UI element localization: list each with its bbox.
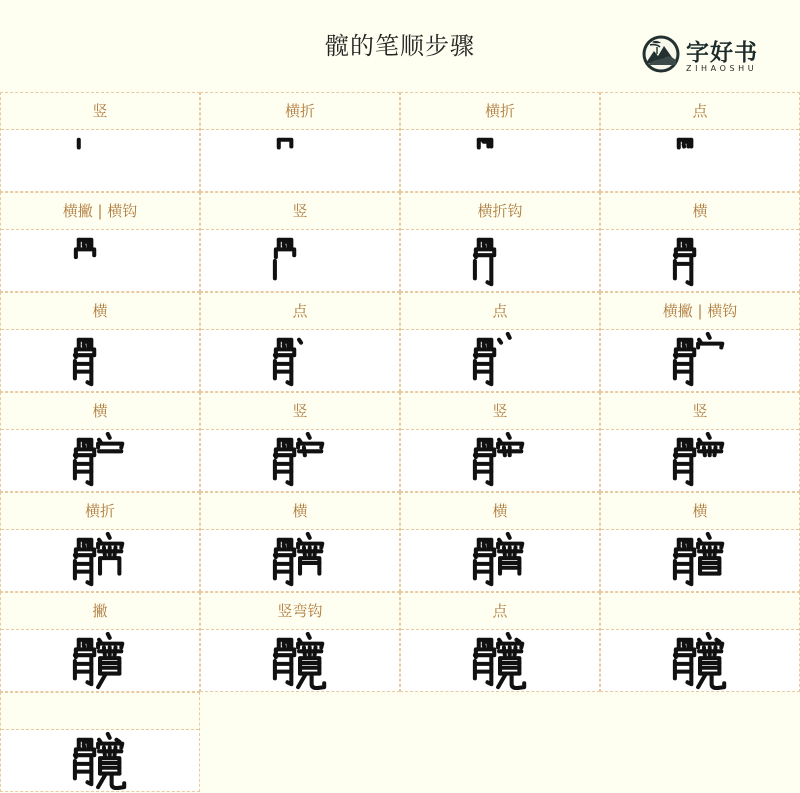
stroke-step-cell [200,92,400,192]
mountain-tree-seal-icon [641,34,681,74]
brand-logo [641,34,771,76]
stroke-order-glyph [271,632,331,690]
stroke-diagram [1,630,199,691]
stroke-diagram [401,230,599,291]
stroke-diagram [401,330,599,391]
stroke-step-cell [200,292,400,392]
stroke-name-label: 横撇 | 横钩 [1,193,199,230]
stroke-name-label: 点 [401,593,599,630]
stroke-name-label: 点 [201,293,399,330]
page-title: 髋的笔顺步骤 [325,32,475,60]
stroke-step-cell [400,592,600,692]
stroke-step-cell [600,492,800,592]
stroke-step-cell [400,92,600,192]
stroke-order-glyph [271,532,331,590]
stroke-step-cell [600,192,800,292]
stroke-step-cell [0,692,200,792]
stroke-diagram [1,330,199,391]
stroke-name-label [1,693,199,730]
stroke-diagram [601,330,799,391]
stroke-name-label: 竖弯钩 [201,593,399,630]
stroke-name-label: 横 [401,493,599,530]
stroke-name-label: 横折钩 [401,193,599,230]
brand-subtitle: ZIHAOSHU [686,64,758,73]
stroke-order-glyph [271,132,331,190]
stroke-order-glyph [471,232,531,290]
stroke-name-label: 竖 [201,393,399,430]
stroke-step-cell [400,292,600,392]
stroke-step-cell [200,592,400,692]
stroke-name-label [601,593,799,630]
stroke-diagram [601,130,799,191]
stroke-order-glyph [671,332,731,390]
stroke-name-label: 横折 [201,93,399,130]
stroke-order-glyph [71,732,131,790]
stroke-name-label: 横 [601,493,799,530]
stroke-diagram [201,630,399,691]
stroke-diagram [401,430,599,491]
stroke-step-cell [600,92,800,192]
stroke-name-label: 横 [201,493,399,530]
stroke-step-cell [400,392,600,492]
stroke-name-label: 竖 [601,393,799,430]
stroke-name-label: 横 [1,393,199,430]
stroke-diagram [601,530,799,591]
stroke-diagram [1,130,199,191]
stroke-diagram [201,130,399,191]
stroke-diagram [201,230,399,291]
stroke-name-label: 点 [401,293,599,330]
stroke-name-label: 点 [601,93,799,130]
stroke-diagram [1,530,199,591]
stroke-diagram [401,530,599,591]
stroke-step-cell [600,292,800,392]
stroke-diagram [601,430,799,491]
stroke-order-glyph [71,132,131,190]
stroke-step-cell [200,192,400,292]
stroke-step-cell [0,192,200,292]
stroke-diagram [601,230,799,291]
stroke-step-cell [0,392,200,492]
stroke-diagram [601,630,799,691]
stroke-step-cell [0,292,200,392]
stroke-name-label: 竖 [1,93,199,130]
stroke-name-label: 横 [601,193,799,230]
stroke-order-glyph [71,332,131,390]
page-header [0,0,800,92]
stroke-diagram [201,430,399,491]
stroke-order-glyph [471,132,531,190]
stroke-diagram [401,630,599,691]
stroke-step-cell [0,92,200,192]
stroke-diagram [1,230,199,291]
stroke-order-glyph [271,232,331,290]
stroke-order-glyph [671,532,731,590]
stroke-name-label: 横折 [401,93,599,130]
stroke-step-cell [400,192,600,292]
stroke-step-cell [600,392,800,492]
stroke-step-cell [0,592,200,692]
stroke-name-label: 竖 [401,393,599,430]
stroke-order-glyph [71,232,131,290]
stroke-name-label: 横折 [1,493,199,530]
stroke-name-label: 竖 [201,193,399,230]
brand-name: 字好书 [686,39,758,66]
stroke-name-label: 撇 [1,593,199,630]
stroke-name-label: 横撇 | 横钩 [601,293,799,330]
stroke-step-cell [0,492,200,592]
stroke-step-cell [200,492,400,592]
stroke-diagram [201,330,399,391]
stroke-order-glyph [271,332,331,390]
stroke-order-glyph [671,432,731,490]
stroke-order-glyph [671,132,731,190]
stroke-diagram [1,730,199,791]
stroke-order-glyph [671,632,731,690]
stroke-order-glyph [471,432,531,490]
stroke-step-cell [600,592,800,692]
stroke-order-glyph [271,432,331,490]
stroke-order-glyph [471,332,531,390]
stroke-order-glyph [471,632,531,690]
stroke-order-glyph [71,532,131,590]
stroke-order-glyph [71,632,131,690]
stroke-order-glyph [471,532,531,590]
stroke-order-glyph [71,432,131,490]
stroke-diagram [1,430,199,491]
stroke-step-cell [200,392,400,492]
stroke-order-glyph [671,232,731,290]
stroke-name-label: 横 [1,293,199,330]
stroke-diagram [201,530,399,591]
stroke-step-cell [400,492,600,592]
stroke-diagram [401,130,599,191]
